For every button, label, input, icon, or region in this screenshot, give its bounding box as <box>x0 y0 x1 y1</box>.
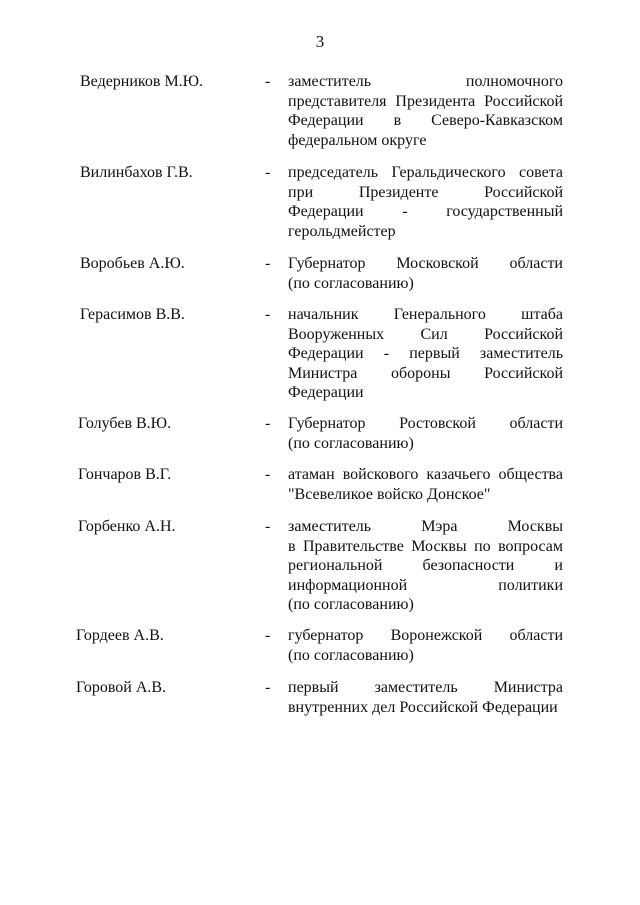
position-line: первый заместитель Министра <box>288 679 563 696</box>
position-line: информационной политики <box>288 576 563 594</box>
position-line: внутренних дел Российской Федерации <box>288 698 558 716</box>
position-line: Федерации - государственный <box>288 203 563 220</box>
separator-dash: - <box>265 164 271 181</box>
position-line: в Правительстве Москвы по вопросам <box>288 537 563 555</box>
position-line: федеральном округе <box>288 131 427 149</box>
position-line: (по согласованию) <box>288 646 414 664</box>
position-line: (по согласованию) <box>288 596 414 613</box>
position-line: Губернатор Московской области <box>288 255 563 272</box>
position-line: заместитель Мэра Москвы <box>288 518 563 535</box>
position-line: Министра обороны Российской <box>288 364 563 382</box>
separator-dash: - <box>265 306 271 323</box>
person-name: Горбенко А.Н. <box>78 518 176 535</box>
position-line: Федерации в Северо-Кавказском <box>288 112 563 129</box>
position-line: (по согласованию) <box>288 434 414 452</box>
position-line: губернатор Воронежской области <box>288 627 563 644</box>
position-line: Федерации <box>288 384 364 401</box>
person-name: Голубев В.Ю. <box>78 415 172 432</box>
separator-dash: - <box>265 73 271 90</box>
position-description <box>288 414 563 453</box>
page-number: 3 <box>315 32 325 51</box>
position-description <box>288 254 563 293</box>
position-line: Губернатор Ростовской области <box>288 415 563 432</box>
separator-dash: - <box>265 255 271 272</box>
separator-dash: - <box>265 415 271 432</box>
position-line: начальник Генерального штаба <box>288 306 563 323</box>
separator-dash: - <box>265 518 271 535</box>
person-name: Горовой А.В. <box>76 679 167 696</box>
position-line: заместитель полномочного <box>288 73 563 90</box>
position-line: председатель Геральдического совета <box>288 164 563 181</box>
person-name: Гончаров В.Г. <box>78 466 172 483</box>
position-line: атаман войскового казачьего общества <box>288 466 563 483</box>
separator-dash: - <box>265 679 271 696</box>
position-description <box>288 465 563 504</box>
position-line: представителя Президента Российской <box>288 92 563 110</box>
position-description <box>288 517 563 615</box>
person-name: Гордеев А.В. <box>76 627 164 644</box>
person-name: Вилинбахов Г.В. <box>80 164 193 181</box>
position-line: герольдмейстер <box>288 222 396 240</box>
separator-dash: - <box>265 627 271 644</box>
position-line: Вооруженных Сил Российской <box>288 325 563 343</box>
separator-dash: - <box>265 466 271 483</box>
position-description <box>288 72 563 150</box>
position-line: "Всевеликое войско Донское" <box>288 485 491 503</box>
position-line: при Президенте Российской <box>288 183 563 201</box>
person-name: Герасимов В.В. <box>80 306 185 323</box>
position-description <box>288 163 563 241</box>
position-description <box>288 305 563 403</box>
person-name: Ведерников М.Ю. <box>80 73 204 90</box>
position-description <box>288 626 563 665</box>
person-name: Воробьев А.Ю. <box>80 255 185 272</box>
position-line: (по согласованию) <box>288 274 414 292</box>
position-line: Федерации - первый заместитель <box>288 345 563 362</box>
position-description <box>288 678 563 717</box>
position-line: региональной безопасности и <box>288 557 563 574</box>
